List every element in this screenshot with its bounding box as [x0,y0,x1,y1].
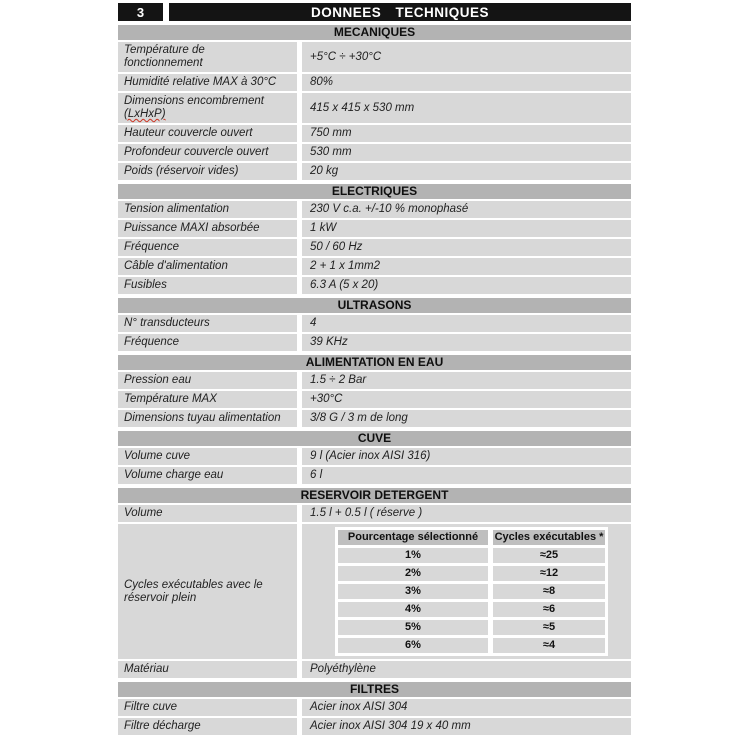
spec-label [118,125,297,142]
section-header-electriques: ELECTRIQUES [118,184,631,199]
cycles-cell-count: ≈25 [493,548,605,563]
spec-value: +30°C [302,391,631,408]
spec-label-line2: fonctionnement [124,57,203,69]
spec-value: 750 mm [302,125,631,142]
spec-label [118,163,297,180]
spec-label-line1: Filtre décharge [124,720,201,732]
table-row [118,42,631,72]
spec-label-line1: Température de [124,44,205,56]
spec-label-line1: Profondeur couvercle ouvert [124,146,269,158]
spec-label [118,220,297,237]
spec-value: 6 l [302,467,631,484]
spec-label [118,93,297,123]
spec-value: 6.3 A (5 x 20) [302,277,631,294]
spec-label-line1: Filtre cuve [124,701,178,713]
spec-label [118,448,297,465]
table-row [118,201,631,218]
table-row [118,661,631,678]
spec-label [118,277,297,294]
cycles-col-header-cycles: Cycles exécutables * [494,531,604,543]
spec-label-line1: Volume cuve [124,450,191,462]
section-header-alimentation-eau: ALIMENTATION EN EAU [118,355,631,370]
spec-value: 415 x 415 x 530 mm [302,93,631,123]
spec-label-line1: Pression eau [124,374,192,386]
spec-label-line1: N° transducteurs [124,317,210,329]
spec-label-line1: Tension alimentation [124,203,230,215]
table-row [118,277,631,294]
spec-value: 1.5 l + 0.5 l ( réserve ) [302,505,631,522]
spec-value: 1.5 ÷ 2 Bar [302,372,631,389]
spec-label [118,467,297,484]
table-row [118,372,631,389]
spec-label-line1: Volume charge eau [124,469,224,481]
spec-label [118,315,297,332]
cycles-cell-count: ≈8 [493,584,605,599]
cycles-cell-count: ≈5 [493,620,605,635]
cycles-table-holder [302,524,631,659]
spec-label-line1: Cycles exécutables avec le [124,578,263,591]
spec-label [118,524,297,659]
cycles-col-header-percentage: Pourcentage sélectionné [338,530,488,545]
table-row [118,220,631,237]
table-row [118,505,631,522]
cycles-cell-pct: 5% [338,620,488,635]
section-header-filtres: FILTRES [118,682,631,697]
spec-label [118,42,297,72]
spec-label [118,74,297,91]
spec-label-line1: Température MAX [124,393,217,405]
page-header [118,3,631,21]
spec-label-line1: Matériau [124,663,169,675]
table-row [118,93,631,123]
spec-label-line1: Hauteur couvercle ouvert [124,127,253,139]
spec-value: Acier inox AISI 304 19 x 40 mm [302,718,631,735]
chapter-number: 3 [118,3,163,21]
spec-label-line1: Poids (réservoir vides) [124,165,239,177]
table-row [118,467,631,484]
spec-value: Acier inox AISI 304 [302,699,631,716]
page-title: DONNEES TECHNIQUES [169,3,631,21]
spec-label-line1: Fréquence [124,241,179,253]
table-row [118,448,631,465]
spec-value: 50 / 60 Hz [302,239,631,256]
spec-value: 230 V c.a. +/-10 % monophasé [302,201,631,218]
spec-value: 20 kg [302,163,631,180]
cycles-cell-count: ≈12 [493,566,605,581]
spec-label [118,372,297,389]
spec-label [118,334,297,351]
spec-value: +5°C ÷ +30°C [302,42,631,72]
spec-label [118,201,297,218]
spec-label [118,505,297,522]
technical-data-page [118,3,631,735]
cycles-table [335,527,608,656]
cycles-cell-pct: 2% [338,566,488,581]
table-row [118,699,631,716]
spec-label [118,718,297,735]
section-header-mecaniques: MECANIQUES [118,25,631,40]
spec-value: Polyéthylène [302,661,631,678]
spec-label-note: (LxHxP) [124,108,166,120]
table-row [118,74,631,91]
table-row-cycles [118,524,631,659]
spec-label-line1: Volume [124,507,163,519]
table-row [118,258,631,275]
section-header-cuve: CUVE [118,431,631,446]
spec-label-line1: Humidité relative MAX à 30°C [124,76,277,88]
spec-label [118,699,297,716]
spec-label-line2: réservoir plein [124,591,197,604]
cycles-cell-pct: 6% [338,638,488,653]
cycles-cell-pct: 3% [338,584,488,599]
table-row [118,315,631,332]
spec-value: 9 l (Acier inox AISI 316) [302,448,631,465]
spec-label [118,391,297,408]
spec-value: 39 KHz [302,334,631,351]
spec-value: 530 mm [302,144,631,161]
table-row [118,718,631,735]
spec-label [118,239,297,256]
table-row [118,391,631,408]
spec-label-line1: Dimensions tuyau alimentation [124,412,281,424]
table-row [118,334,631,351]
spec-label-line1: Fusibles [124,279,167,291]
spec-value: 80% [302,74,631,91]
spec-label [118,661,297,678]
section-header-ultrasons: ULTRASONS [118,298,631,313]
spec-label-line1: Puissance MAXI absorbée [124,222,260,234]
spec-label-line1: Fréquence [124,336,179,348]
cycles-cell-pct: 1% [338,548,488,563]
section-header-reservoir-detergent: RESERVOIR DETERGENT [118,488,631,503]
cycles-cell-count: ≈4 [493,638,605,653]
table-row [118,125,631,142]
spec-label [118,144,297,161]
spec-value: 1 kW [302,220,631,237]
spec-label [118,258,297,275]
spec-value: 2 + 1 x 1mm2 [302,258,631,275]
spec-label [118,410,297,427]
spec-value: 3/8 G / 3 m de long [302,410,631,427]
cycles-cell-pct: 4% [338,602,488,617]
spec-label-line1: Dimensions encombrement [124,95,264,107]
spec-value: 4 [302,315,631,332]
table-row [118,163,631,180]
table-row [118,239,631,256]
table-row [118,144,631,161]
cycles-cell-count: ≈6 [493,602,605,617]
table-row [118,410,631,427]
spec-label-line1: Câble d'alimentation [124,260,228,272]
